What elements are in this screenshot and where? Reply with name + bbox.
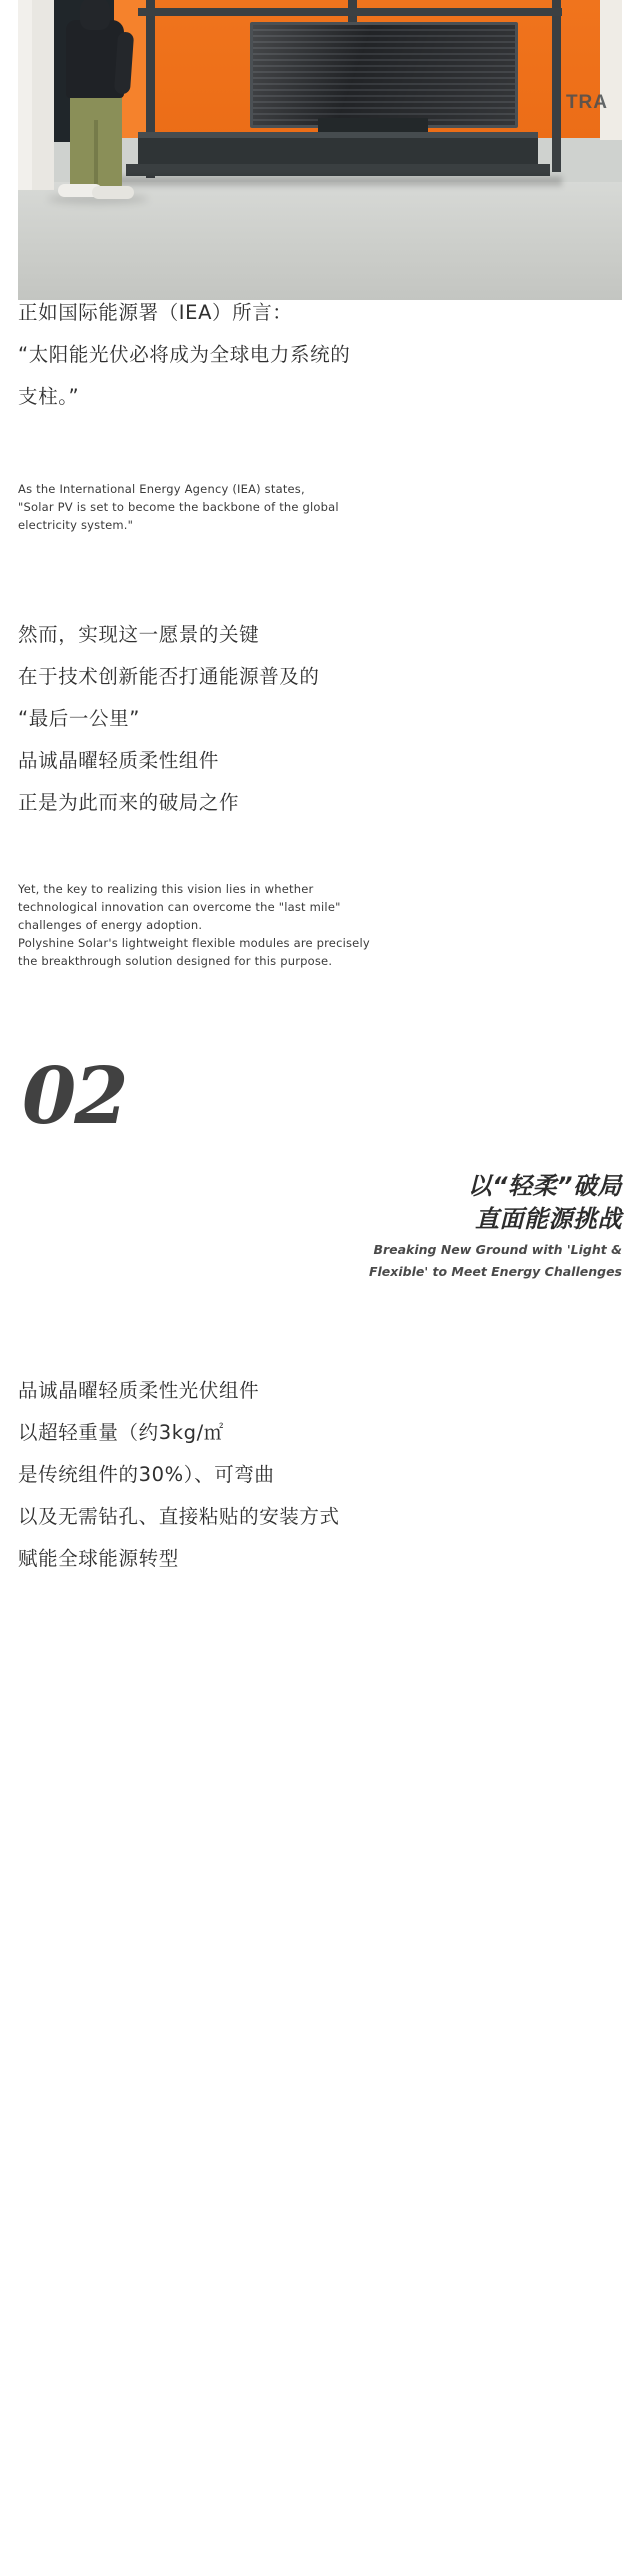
- quote-cn-line-2: “太阳能光伏必将成为全球电力系统的: [18, 343, 351, 366]
- section-title-en-line-2: Flexible' to Meet Energy Challenges: [368, 1264, 622, 1279]
- vision-en-line-1: Yet, the key to realizing this vision lies in whether: [18, 882, 314, 896]
- brand-watermark: TRA: [565, 92, 608, 113]
- panel-glare: [253, 25, 515, 125]
- body-cn-line-3: 是传统组件的30%）、可弯曲: [18, 1463, 275, 1486]
- frame-beam-top: [138, 8, 562, 16]
- vision-chinese: [18, 614, 622, 824]
- person-leg-gap: [94, 120, 98, 188]
- hero-scene: [18, 0, 622, 300]
- vision-cn-line-2: 在于技术创新能否打通能源普及的: [18, 665, 320, 688]
- quote-english: [18, 480, 602, 534]
- wall-pillar-highlight: [18, 0, 32, 190]
- body-chinese: [18, 1370, 622, 1580]
- solar-module-panel: [250, 22, 518, 128]
- body-cn-line-5: 赋能全球能源转型: [18, 1547, 179, 1570]
- section-number-02: 02: [22, 1051, 127, 1142]
- display-platform: [138, 138, 538, 164]
- vision-english: [18, 880, 602, 970]
- vision-en-line-4: Polyshine Solar's lightweight flexible modules are precisely: [18, 936, 370, 950]
- section-title-en-line-1: Breaking New Ground with 'Light &: [373, 1242, 622, 1257]
- quote-cn-line-1: 正如国际能源署（IEA）所言：: [18, 301, 293, 324]
- body-cn-line-4: 以及无需钻孔、直接粘贴的安装方式: [18, 1505, 340, 1528]
- quote-en-line-2: "Solar PV is set to become the backbone of the global: [18, 500, 339, 514]
- vision-cn-line-5: 正是为此而来的破局之作: [18, 791, 240, 814]
- quote-chinese: [18, 292, 622, 418]
- platform-shadow: [114, 176, 562, 186]
- person-head: [80, 0, 110, 30]
- right-wall-strip: [600, 0, 622, 140]
- frame-post-right: [552, 0, 561, 172]
- body-cn-line-2: 以超轻重量（约3kg/㎡: [18, 1421, 224, 1444]
- section-heading-block: [202, 1170, 622, 1280]
- vision-cn-line-1: 然而，实现这一愿景的关键: [18, 623, 260, 646]
- section-title-cn-line-2: 直面能源挑战: [475, 1205, 622, 1233]
- vision-cn-line-3: “最后一公里”: [18, 707, 140, 730]
- body-cn-line-1: 品诚晶曜轻质柔性光伏组件: [18, 1379, 260, 1402]
- person-shoe-right: [92, 186, 134, 199]
- quote-en-line-1: As the International Energy Agency (IEA) states,: [18, 482, 305, 496]
- vision-en-line-2: technological innovation can overcome the "last mile": [18, 900, 341, 914]
- platform-base: [126, 164, 550, 176]
- vision-en-line-3: challenges of energy adoption.: [18, 918, 203, 932]
- vision-en-line-5: the breakthrough solution designed for this purpose.: [18, 954, 333, 968]
- vision-cn-line-4: 品诚晶曜轻质柔性组件: [18, 749, 220, 772]
- quote-cn-line-3: 支柱。”: [18, 385, 80, 408]
- quote-en-line-3: electricity system.": [18, 518, 134, 532]
- hero-photo: [18, 0, 622, 300]
- section-title-cn-line-1: 以“轻柔”破局: [467, 1172, 622, 1200]
